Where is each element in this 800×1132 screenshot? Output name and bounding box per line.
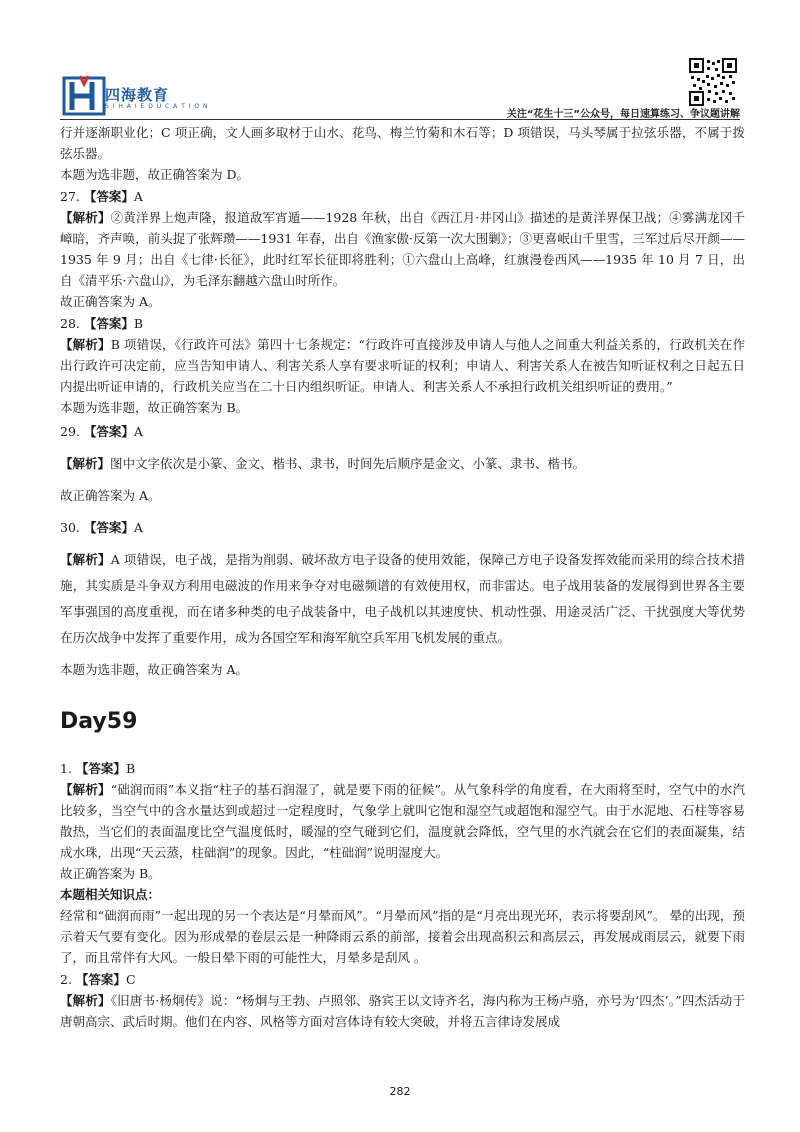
question-number: 27. [60, 189, 80, 204]
answer-label: 【答案】 [75, 761, 126, 776]
explanation-label: 【解析】 [60, 456, 111, 471]
answer-line-28 [60, 313, 745, 334]
explanation-28 [60, 334, 745, 397]
answer-label: 【答案】 [83, 316, 134, 331]
sihai-logo-icon [62, 74, 108, 118]
answer-value: C [125, 972, 136, 987]
question-number: 30. [60, 520, 80, 535]
page-header [0, 0, 800, 118]
explanation-label: 【解析】 [60, 552, 111, 567]
answer-value: A [133, 424, 143, 439]
knowledge-text: 经常和“础润而雨”一起出现的另一个表达是“月晕而风”。“月晕而风”指的是“月亮出现光环，表示将要刮风”。 晕的出现，预示着天气要有变化。因为形成晕的卷层云是一种降雨云系的前部，接着会出现高积云和高层云，再发展成雨层云，就要下雨了，而且常伴有大风。一般日晕下雨的可能性大，月晕多是刮风 。 [60, 908, 745, 965]
answer-label: 【答案】 [83, 424, 134, 439]
logo-subtitle: S I H A I E D U C A T I O N [105, 103, 209, 110]
final-answer-1: 故正确答案为 B。 [60, 866, 161, 881]
answer-value: B [133, 316, 144, 331]
document-body [60, 122, 745, 1032]
knowledge-title: 本题相关知识点： [60, 887, 161, 902]
explanation-29 [60, 451, 745, 477]
explanation-1 [60, 779, 745, 863]
answer-line-30 [60, 515, 745, 541]
explanation-label: 【解析】 [60, 337, 111, 352]
final-answer-30: 本题为选非题，故正确答案为 A。 [60, 662, 249, 677]
explanation-label: 【解析】 [60, 993, 111, 1008]
explanation-label: 【解析】 [60, 210, 111, 225]
explanation-text: ②黄洋界上炮声隆，报道敌军宵遁——1928 年秋，出自《西江月·井冈山》描述的是黄洋界保卫战；④雾满龙冈千嶂暗，齐声唤，前头捉了张辉瓒——1931 年春，出自《渔家傲·反第一次大围剿》；③更喜岷山千里雪，三军过后尽开颜——1935 年 9 月；出自《七律·长征》，此时红军长征即将胜利；①六盘山上高峰，红旗漫卷西风——1935 年 10 月 7 日，出自《清平乐·六盘山》，为毛泽东翻越六盘山时所作。 [60, 210, 745, 288]
explanation-text: B 项错误，《行政许可法》第四十七条规定：“行政许可直接涉及申请人与他人之间重大利益关系的，行政机关在作出行政许可决定前，应当告知申请人、利害关系人享有要求听证的权利；申请人、利害关系人在被告知听证权利之日起五日内提出听证申请的，行政机关应当在二十日内组织听证。申请人、利害关系人不承担行政机关组织听证的费用。” [60, 337, 745, 394]
explanation-text: “础润而雨”本义指“柱子的基石润湿了，就是要下雨的征候”。从气象科学的角度看，在大雨将至时，空气中的水汽比较多，当空气中的含水量达到或超过一定程度时，气象学上就叫它饱和湿空气或超饱和湿空气。由于水泥地、石柱等容易散热，当它们的表面温度比空气温度低时，暖湿的空气碰到它们，温度就会降低，空气里的水汽就会在它们的表面凝集，结成水珠，出现“天云蒸，柱础润”的现象。因此，“柱础润”说明湿度大。 [60, 782, 745, 860]
explanation-label: 【解析】 [60, 782, 111, 797]
page-number: 282 [389, 1085, 411, 1098]
answer-value: B [125, 761, 136, 776]
header-divider [60, 119, 740, 120]
answer-line-2 [60, 969, 745, 990]
explanation-30 [60, 547, 745, 651]
logo-text: 四海教育 [105, 86, 170, 104]
explanation-2 [60, 990, 745, 1032]
answer-line-27 [60, 186, 745, 207]
answer-value: A [133, 189, 143, 204]
final-answer-28: 本题为选非题，故正确答案为 B。 [60, 400, 249, 415]
answer-label: 【答案】 [75, 972, 126, 987]
answer-value: A [133, 520, 143, 535]
header-slogan: 关注“花生十三”公众号，每日速算练习、争议题讲解 [506, 109, 740, 120]
question-number: 1. [60, 761, 72, 776]
explanation-text: A 项错误，电子战，是指为削弱、破坏敌方电子设备的使用效能，保障己方电子设备发挥效能而采用的综合技术措施，其实质是斗争双方利用电磁波的作用来争夺对电磁频谱的有效使用权，而非雷达。电子战用装备的发展得到世界各主要军事强国的高度重视，而在诸多种类的电子战装备中，电子战机以其速度快、机动性强、用途灵活广泛、干扰强度大等优势在历次战争中发挥了重要作用，成为各国空军和海军航空兵军用飞机发展的重点。 [60, 552, 745, 645]
answer-line-1 [60, 758, 745, 779]
question-number: 2. [60, 972, 72, 987]
paragraph-conclusion: 本题为选非题，故正确答案为 D。 [60, 167, 249, 182]
paragraph-continued: 行并逐渐职业化；C 项正确，文人画多取材于山水、花鸟、梅兰竹菊和木石等；D 项错误，马头琴属于拉弦乐器，不属于拨弦乐器。 [60, 125, 745, 161]
explanation-text: 《旧唐书·杨炯传》说：“杨炯与王勃、卢照邻、骆宾王以文诗齐名，海内称为王杨卢骆，亦号为‘四杰’。”四杰活动于唐朝高宗、武后时期。他们在内容、风格等方面对宫体诗有较大突破，并将五言律诗发展成 [60, 993, 745, 1029]
explanation-27 [60, 207, 745, 291]
question-number: 29. [60, 424, 80, 439]
answer-label: 【答案】 [83, 520, 134, 535]
answer-label: 【答案】 [83, 189, 134, 204]
final-answer-29: 故正确答案为 A。 [60, 488, 161, 503]
final-answer-27: 故正确答案为 A。 [60, 294, 161, 309]
section-title: Day59 [60, 709, 138, 734]
explanation-text: 图中文字依次是小篆、金文、楷书、隶书，时间先后顺序是金文、小篆、隶书、楷书。 [110, 456, 586, 471]
qr-code-icon [689, 58, 737, 106]
answer-line-29 [60, 419, 745, 445]
question-number: 28. [60, 316, 80, 331]
